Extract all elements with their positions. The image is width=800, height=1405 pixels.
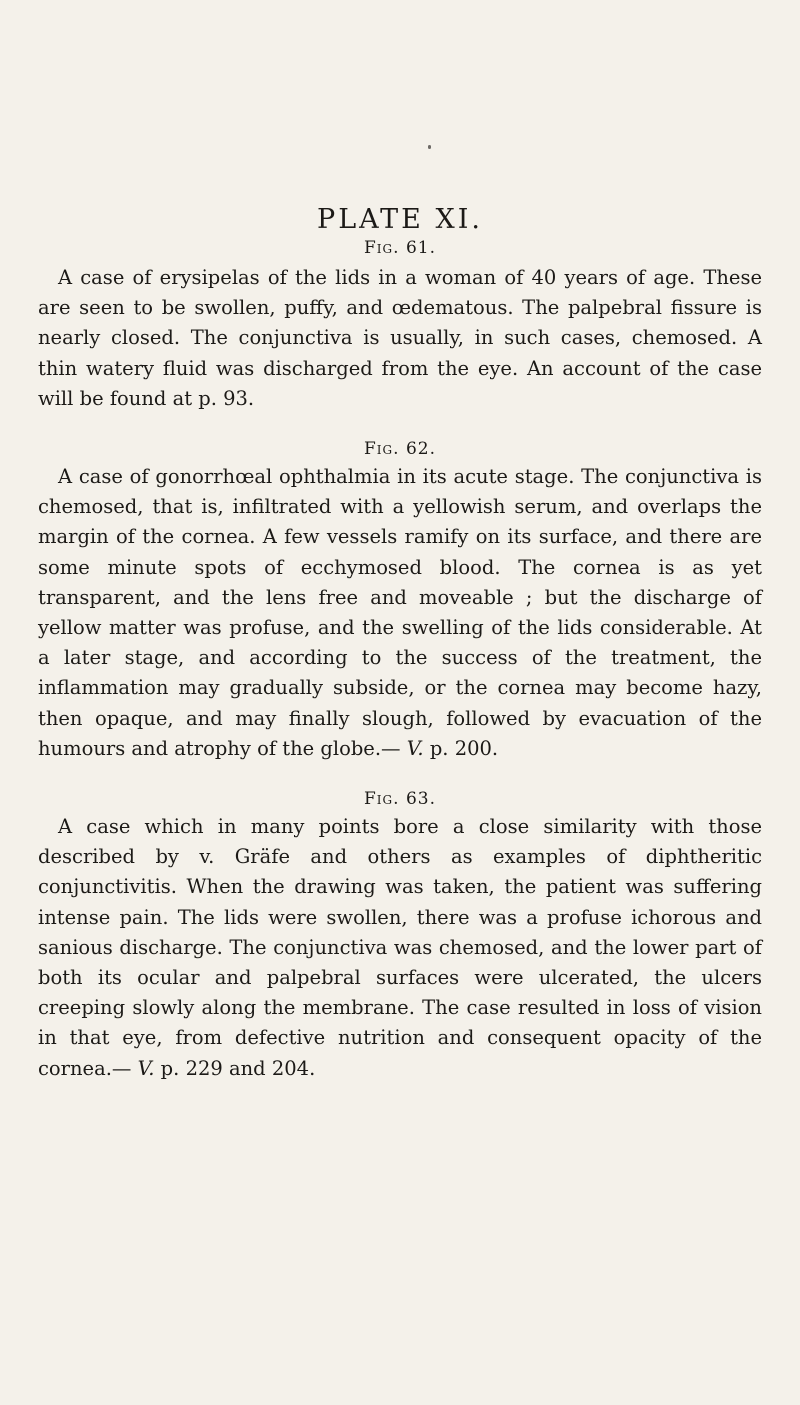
plate-title: PLATE XI. (317, 204, 483, 235)
figure-62-ref-pages: p. 200. (423, 736, 499, 760)
figure-62-heading: Fig. 62. (364, 439, 436, 460)
figure-63-text: A case which in many points bore a close similarity with those described by v. Gräfe and others as examples of diphtheritic conjunctivitis. When the drawing was taken, the patient was suffering intense pain. The lids were swollen, there was a profuse ichorous and sanious discharge. The conjunctiva was chemosed, and the lower part of both its ocular and palpebral surfaces were ulcerated, the ulcers creeping slowly along the membrane. The case resulted in loss of vision in that eye, from defective nutrition and consequent opacity of the cornea.— (38, 815, 762, 1080)
figure-62-description (38, 462, 762, 764)
figure-62-ref-letter: V. (406, 736, 424, 760)
figure-62-text: A case of gonorrhœal ophthalmia in its acute stage. The conjunctiva is chemosed, that is, infiltrated with a yellowish serum, and overlaps the margin of the cornea. A few vessels ramify on its surface, and there are some minute spots of ecchymosed blood. The cornea is as yet transparent, and the lens free and moveable ; but the discharge of yellow matter was profuse, and the swelling of the lids considerable. At a later stage, and according to the success of the treatment, the inflammation may gradually subside, or the cornea may become hazy, then opaque, and may finally slough, followed by evacuation of the humours and atrophy of the globe.— (38, 465, 762, 760)
page-speck (428, 145, 431, 149)
figure-63-description (38, 812, 762, 1084)
figure-61-heading: Fig. 61. (364, 238, 436, 258)
figure-63-ref-letter: V. (137, 1056, 155, 1080)
figure-63-ref-pages: p. 229 and 204. (154, 1056, 316, 1080)
figure-63-heading: Fig. 63. (364, 789, 436, 810)
plate-page (38, 205, 762, 1084)
figure-61-description: A case of erysipelas of the lids in a woman of 40 years of age. These are seen to be swollen, puffy, and œdematous. The palpebral fissure is nearly closed. The conjunctiva is usually, in such cases, chemosed. A thin watery fluid was discharged from the eye. An account of the case will be found at p. 93. (38, 266, 762, 410)
